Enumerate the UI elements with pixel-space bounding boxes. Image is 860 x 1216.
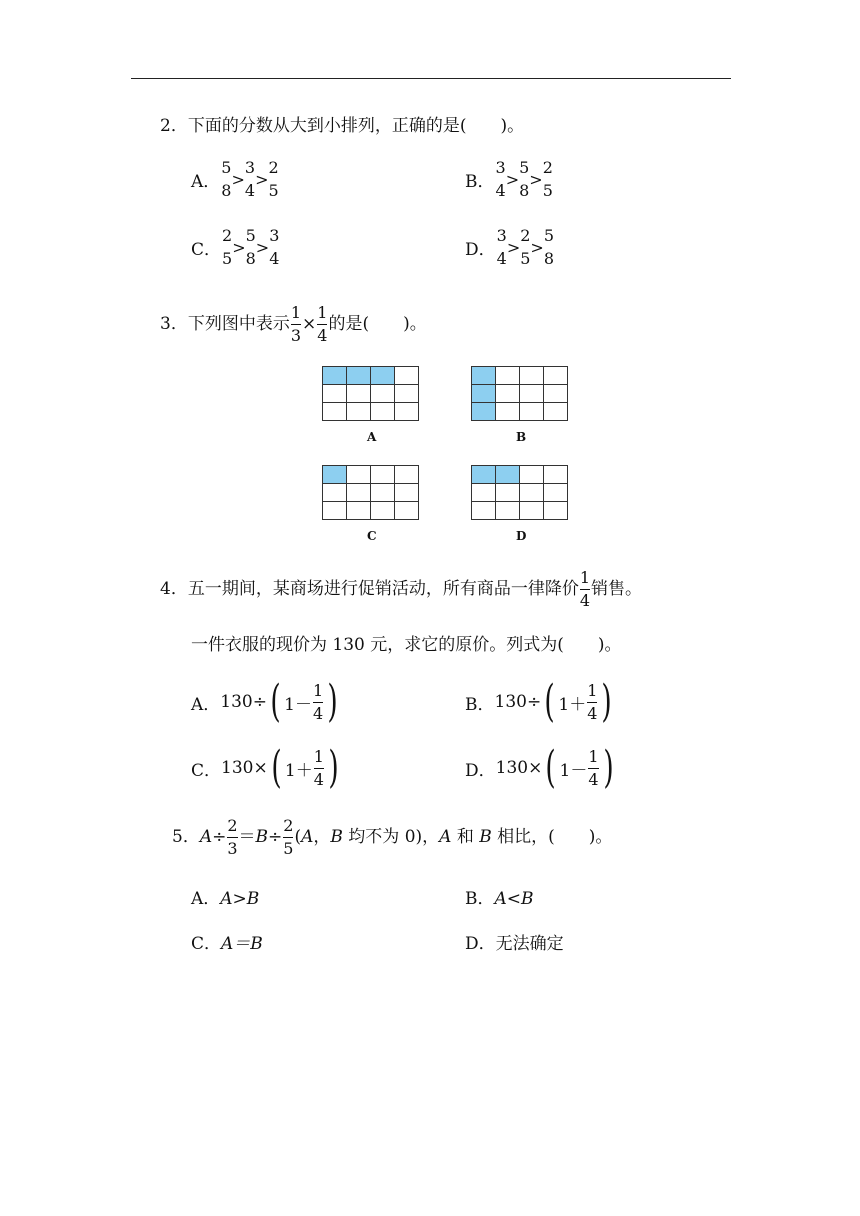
q4-option-b[interactable] bbox=[465, 676, 616, 727]
grid-cell bbox=[496, 403, 520, 421]
q3-stem-post: 的是( )。 bbox=[328, 314, 427, 334]
grid-cell bbox=[371, 385, 395, 403]
q5-var-b-2: B bbox=[330, 827, 343, 847]
q5-var-b: B bbox=[255, 827, 269, 847]
grid-cell bbox=[323, 484, 347, 502]
fraction: 2 5 bbox=[268, 158, 279, 200]
option-label: D． bbox=[465, 240, 496, 260]
q5-fraction-1: $\frac{2}{3}$ bbox=[227, 816, 238, 858]
grid-cell bbox=[395, 466, 419, 484]
grid-cell bbox=[520, 484, 544, 502]
grid-cell bbox=[323, 466, 347, 484]
q5-comma: ， bbox=[313, 827, 331, 847]
greater-than-sign: > bbox=[255, 170, 269, 189]
operator: × bbox=[253, 758, 268, 778]
q3-fraction-1: $\frac{1}{3}$ bbox=[290, 303, 302, 345]
grid-cell bbox=[347, 385, 371, 403]
q4-fraction: $\frac{1}{4}$ bbox=[579, 568, 591, 610]
grid-cell bbox=[544, 385, 568, 403]
q5-var-b-3: B bbox=[479, 827, 492, 847]
grid-cell bbox=[395, 367, 419, 385]
fraction: $\frac{1}{4}$ bbox=[312, 680, 324, 723]
grid-cell bbox=[520, 385, 544, 403]
number: 130 bbox=[221, 758, 254, 778]
grid-cell bbox=[371, 466, 395, 484]
grid-cell bbox=[496, 502, 520, 520]
q3-stem-pre: 3．下列图中表示 bbox=[160, 314, 290, 334]
grid-cell bbox=[371, 502, 395, 520]
greater-than-sign: > bbox=[231, 170, 245, 189]
q5-divide-2: ÷ bbox=[268, 827, 283, 847]
fraction: 5 8 bbox=[543, 226, 555, 268]
grid-cell bbox=[395, 385, 419, 403]
option-label: B． bbox=[465, 694, 495, 715]
q5-var-a: A bbox=[199, 827, 213, 847]
option-label: D． bbox=[465, 760, 496, 781]
grid-cell bbox=[472, 484, 496, 502]
grid-cell bbox=[371, 367, 395, 385]
q4-stem-pre: 4．五一期间，某商场进行促销活动，所有商品一律降价 bbox=[160, 579, 579, 599]
grid-cell bbox=[544, 367, 568, 385]
q3-grid-label: A bbox=[367, 430, 377, 444]
option-label: B． bbox=[465, 172, 495, 192]
fraction: 5 8 bbox=[245, 226, 256, 268]
grid-cell bbox=[347, 484, 371, 502]
grid-cell bbox=[520, 403, 544, 421]
fraction: 3 4 bbox=[495, 158, 506, 200]
q3-grid-d[interactable] bbox=[471, 465, 568, 520]
grid-cell bbox=[496, 385, 520, 403]
grid-cell bbox=[323, 502, 347, 520]
q5-tail: 相比，( )。 bbox=[491, 827, 613, 847]
q5-mid-text: 均不为 0)， bbox=[342, 827, 440, 847]
grid-cell bbox=[496, 484, 520, 502]
q3-fraction-2: $\frac{1}{4}$ bbox=[317, 303, 328, 345]
q5-divide-1: ÷ bbox=[212, 827, 227, 847]
q2-option-a[interactable] bbox=[191, 160, 280, 199]
q3-grid-label: C bbox=[367, 529, 377, 543]
operator: × bbox=[528, 758, 543, 778]
q5-equals: ＝ bbox=[238, 827, 256, 847]
q3-grid-label: B bbox=[516, 430, 527, 444]
option-label: A． bbox=[191, 694, 221, 715]
grid-cell bbox=[472, 403, 496, 421]
grid-cell bbox=[472, 385, 496, 403]
fraction: 3 4 bbox=[244, 158, 256, 200]
q3-grid-c[interactable] bbox=[322, 465, 419, 520]
fraction: $\frac{1}{4}$ bbox=[313, 746, 324, 789]
q5-fraction-2: $\frac{2}{5}$ bbox=[283, 816, 294, 858]
q4-option-a[interactable] bbox=[191, 676, 341, 727]
grid-cell bbox=[395, 484, 419, 502]
right-paren: ) bbox=[602, 742, 614, 793]
grid-cell bbox=[472, 502, 496, 520]
grid-cell bbox=[347, 403, 371, 421]
fraction: 2 5 bbox=[542, 158, 553, 200]
inner-expression: 1－ bbox=[559, 760, 588, 781]
inner-expression: 1－ bbox=[284, 694, 312, 715]
fraction: 2 5 bbox=[222, 226, 233, 268]
q2-stem: 2．下面的分数从大到小排列，正确的是( )。 bbox=[160, 116, 525, 136]
grid-cell bbox=[544, 403, 568, 421]
q2-option-d[interactable] bbox=[465, 228, 555, 267]
left-paren: ( bbox=[545, 742, 557, 793]
grid-cell bbox=[520, 502, 544, 520]
q5-var-a-3: A bbox=[439, 827, 452, 847]
number: 130 bbox=[495, 758, 529, 778]
greater-than-sign: > bbox=[255, 238, 270, 257]
greater-than-sign: > bbox=[530, 238, 544, 257]
option-label: C． bbox=[191, 240, 222, 260]
grid-cell bbox=[395, 403, 419, 421]
right-paren: ) bbox=[328, 742, 339, 793]
inner-expression: 1＋ bbox=[284, 760, 313, 781]
grid-cell bbox=[371, 484, 395, 502]
q3-grid-b[interactable] bbox=[471, 366, 568, 421]
fraction: 3 4 bbox=[496, 226, 507, 268]
greater-than-sign: > bbox=[232, 238, 246, 257]
right-paren: ) bbox=[327, 676, 338, 727]
grid-cell bbox=[472, 367, 496, 385]
q5-var-a-2: A bbox=[301, 827, 314, 847]
greater-than-sign: > bbox=[505, 170, 520, 189]
grid-cell bbox=[323, 385, 347, 403]
grid-cell bbox=[520, 466, 544, 484]
q2-option-b[interactable] bbox=[465, 160, 554, 199]
q3-grid-label: D bbox=[516, 529, 527, 543]
grid-cell bbox=[347, 502, 371, 520]
q2-option-c[interactable] bbox=[191, 228, 280, 267]
grid-cell bbox=[544, 502, 568, 520]
q3-stem bbox=[160, 305, 427, 344]
fraction: $\frac{1}{4}$ bbox=[587, 680, 598, 723]
fraction: 5 8 bbox=[519, 158, 530, 200]
q5-number: 5． bbox=[172, 827, 200, 847]
q4-stem-2: 一件衣服的现价为 130 元，求它的原价。列式为( )。 bbox=[191, 635, 622, 655]
q3-times: × bbox=[302, 314, 317, 334]
q5-option-a[interactable]: A．A>B bbox=[191, 889, 260, 909]
q4-option-c[interactable] bbox=[191, 742, 342, 793]
q5-option-b[interactable]: B．A<B bbox=[465, 889, 534, 909]
q5-stem bbox=[172, 818, 612, 857]
grid-cell bbox=[472, 466, 496, 484]
inner-expression: 1＋ bbox=[558, 694, 587, 715]
greater-than-sign: > bbox=[506, 238, 521, 257]
q5-option-c[interactable]: C．A＝B bbox=[191, 934, 263, 954]
fraction: 3 4 bbox=[269, 226, 280, 268]
left-paren: ( bbox=[544, 676, 555, 727]
q5-and: 和 bbox=[451, 827, 480, 847]
header-rule bbox=[131, 78, 731, 79]
q5-option-d[interactable]: D．无法确定 bbox=[465, 934, 564, 954]
grid-cell bbox=[347, 466, 371, 484]
option-label: C． bbox=[191, 760, 222, 781]
left-paren: ( bbox=[271, 742, 282, 793]
q4-stem bbox=[160, 570, 642, 609]
operator: ÷ bbox=[252, 692, 267, 712]
fraction: 2 5 bbox=[520, 226, 531, 268]
grid-cell bbox=[347, 367, 371, 385]
grid-cell bbox=[496, 466, 520, 484]
q3-grid-a[interactable] bbox=[322, 366, 419, 421]
number: 130 bbox=[494, 692, 527, 712]
grid-cell bbox=[520, 367, 544, 385]
fraction: 5 8 bbox=[221, 158, 232, 200]
grid-cell bbox=[371, 403, 395, 421]
q4-stem-post: 销售。 bbox=[591, 579, 643, 599]
grid-cell bbox=[544, 466, 568, 484]
q4-option-d[interactable] bbox=[465, 742, 617, 793]
grid-cell bbox=[395, 502, 419, 520]
grid-cell bbox=[496, 367, 520, 385]
right-paren: ) bbox=[601, 676, 613, 727]
option-label: A． bbox=[191, 172, 221, 192]
operator: ÷ bbox=[526, 692, 542, 712]
fraction: $\frac{1}{4}$ bbox=[588, 746, 599, 789]
grid-cell bbox=[544, 484, 568, 502]
number: 130 bbox=[220, 692, 253, 712]
grid-cell bbox=[323, 403, 347, 421]
greater-than-sign: > bbox=[529, 170, 543, 189]
grid-cell bbox=[323, 367, 347, 385]
left-paren: ( bbox=[270, 676, 281, 727]
q5-open-paren: ( bbox=[294, 827, 302, 847]
